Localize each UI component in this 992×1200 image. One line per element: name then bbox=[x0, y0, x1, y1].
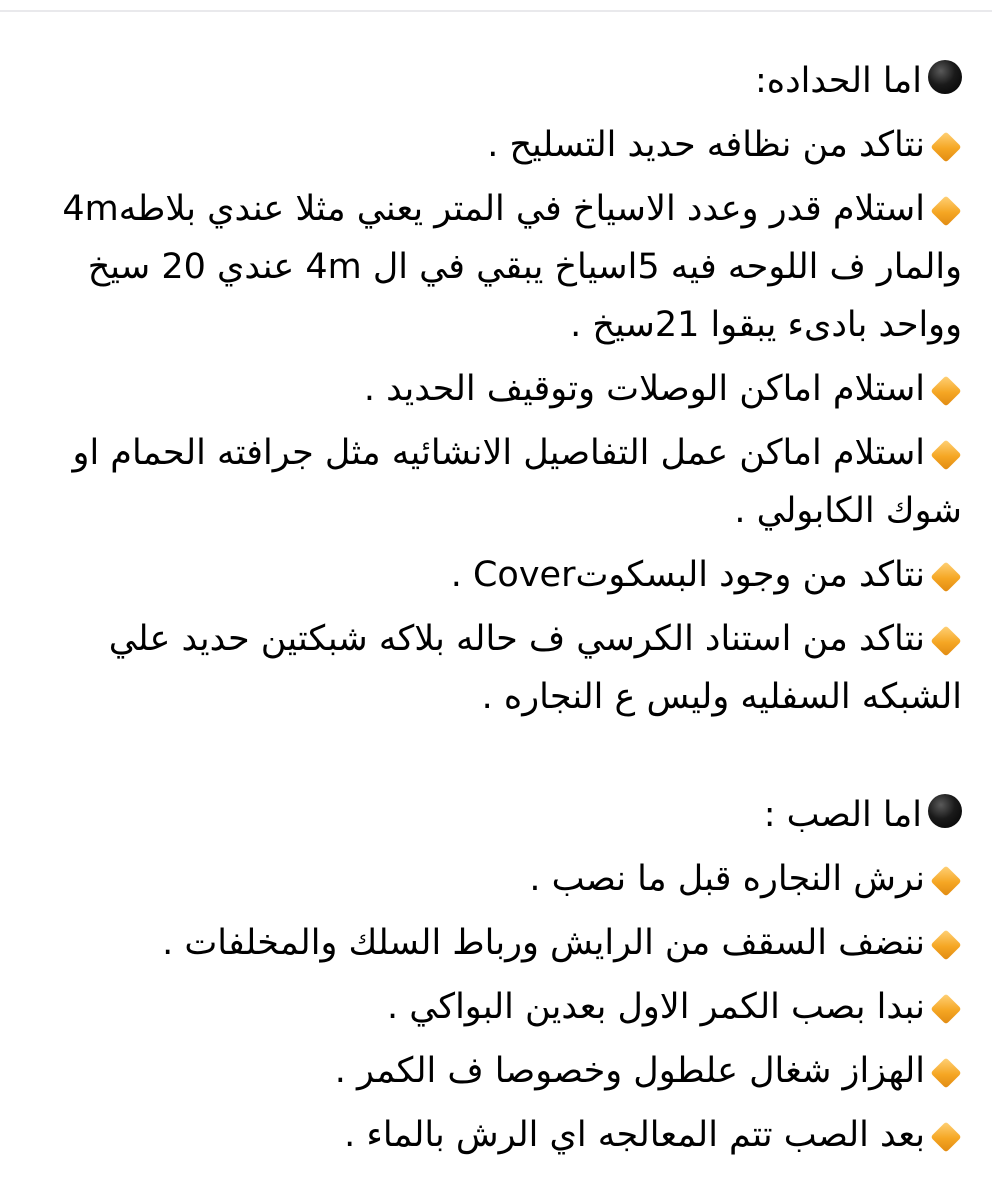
list-item bbox=[28, 424, 962, 540]
black-circle-icon bbox=[928, 794, 962, 828]
post-content bbox=[28, 52, 962, 1170]
orange-diamond-icon bbox=[930, 1057, 961, 1088]
list-item-text: نتاكد من وجود البسكوتCover . bbox=[450, 555, 925, 595]
orange-diamond-icon bbox=[930, 865, 961, 896]
list-item bbox=[28, 610, 962, 726]
list-item-text: بعد الصب تتم المعالجه اي الرش بالماء . bbox=[344, 1115, 925, 1155]
orange-diamond-icon bbox=[930, 195, 961, 226]
list-item bbox=[28, 978, 962, 1036]
section-heading bbox=[28, 52, 962, 110]
list-item bbox=[28, 1042, 962, 1100]
list-item bbox=[28, 116, 962, 174]
list-item-text: استلام اماكن الوصلات وتوقيف الحديد . bbox=[363, 369, 925, 409]
list-item-text: نتاكد من نظافه حديد التسليح . bbox=[487, 125, 925, 165]
orange-diamond-icon bbox=[930, 1121, 961, 1152]
list-item bbox=[28, 914, 962, 972]
orange-diamond-icon bbox=[930, 561, 961, 592]
list-item-text: نبدا بصب الكمر الاول بعدين البواكي . bbox=[387, 987, 925, 1027]
list-item-text: نتاكد من استناد الكرسي ف حاله بلاكه شبكتين حديد علي الشبكه السفليه وليس ع النجاره . bbox=[108, 619, 962, 717]
section-title: اما الصب : bbox=[763, 795, 922, 835]
top-divider bbox=[0, 10, 992, 12]
list-item bbox=[28, 850, 962, 908]
orange-diamond-icon bbox=[930, 625, 961, 656]
list-item-text: استلام اماكن عمل التفاصيل الانشائيه مثل جرافته الحمام او شوك الكابولي . bbox=[72, 433, 962, 531]
section-spacer bbox=[28, 732, 962, 786]
list-item bbox=[28, 180, 962, 354]
orange-diamond-icon bbox=[930, 439, 961, 470]
list-item-text: نرش النجاره قبل ما نصب . bbox=[529, 859, 925, 899]
list-item-text: الهزاز شغال علطول وخصوصا ف الكمر . bbox=[334, 1051, 925, 1091]
list-item-text: استلام قدر وعدد الاسياخ في المتر يعني مثلا عندي بلاطه4m والمار ف اللوحه فيه 5اسياخ يبقي في ال 4m عندي 20 سيخ وواحد بادىء يبقوا 21سيخ . bbox=[62, 189, 962, 345]
black-circle-icon bbox=[928, 60, 962, 94]
list-item bbox=[28, 1106, 962, 1164]
section-heading bbox=[28, 786, 962, 844]
orange-diamond-icon bbox=[930, 375, 961, 406]
list-item bbox=[28, 360, 962, 418]
list-item bbox=[28, 546, 962, 604]
orange-diamond-icon bbox=[930, 131, 961, 162]
orange-diamond-icon bbox=[930, 993, 961, 1024]
section-title: اما الحداده: bbox=[754, 61, 922, 101]
list-item-text: ننضف السقف من الرايش ورباط السلك والمخلفات . bbox=[162, 923, 925, 963]
orange-diamond-icon bbox=[930, 929, 961, 960]
